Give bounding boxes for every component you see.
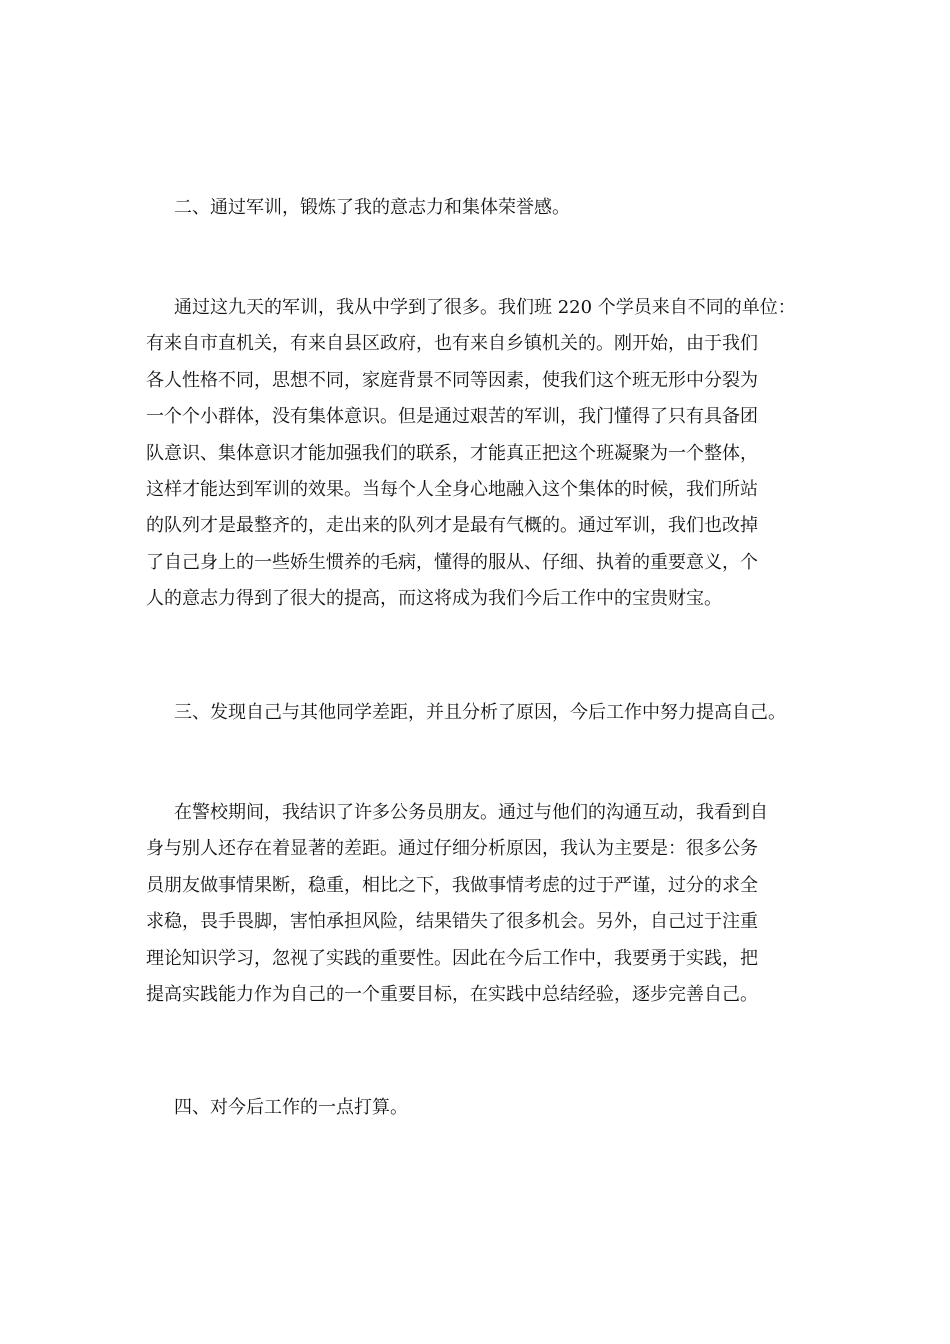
paragraph-line: 求稳，畏手畏脚，害怕承担风险，结果错失了很多机会。另外，自己过于注重	[146, 911, 758, 933]
section-heading-4: 四、对今后工作的一点打算。	[174, 1097, 408, 1118]
section-paragraph-3	[146, 795, 826, 1013]
paragraph-line: 提高实践能力作为自己的一个重要目标，在实践中总结经验，逐步完善自己。	[146, 983, 758, 1005]
paragraph-line: 通过这九天的军训，我从中学到了很多。我们班 220 个学员来自不同的单位：	[174, 297, 796, 318]
paragraph-line: 这样才能达到军训的效果。当每个人全身心地融入这个集体的时候，我们所站	[146, 478, 758, 500]
paragraph-line: 的队列才是最整齐的，走出来的队列才是最有气概的。通过军训，我们也改掉	[146, 515, 758, 537]
paragraph-line: 各人性格不同，思想不同，家庭背景不同等因素，使我们这个班无形中分裂为	[146, 369, 758, 391]
section-paragraph-2	[146, 290, 826, 618]
paragraph-line: 理论知识学习，忽视了实践的重要性。因此在今后工作中，我要勇于实践，把	[146, 947, 758, 969]
paragraph-line: 一个个小群体，没有集体意识。但是通过艰苦的军训，我门懂得了只有具备团	[146, 406, 758, 428]
paragraph-line: 队意识、集体意识才能加强我们的联系，才能真正把这个班凝聚为一个整体，	[146, 442, 758, 464]
paragraph-line: 有来自市直机关，有来自县区政府，也有来自乡镇机关的。刚开始，由于我们	[146, 333, 758, 355]
paragraph-line: 身与别人还存在着显著的差距。通过仔细分析原因，我认为主要是：很多公务	[146, 838, 758, 860]
section-heading-3: 三、发现自己与其他同学差距，并且分析了原因，今后工作中努力提高自己。	[174, 702, 786, 723]
paragraph-line: 在警校期间，我结识了许多公务员朋友。通过与他们的沟通互动，我看到自	[174, 802, 768, 823]
section-heading-2: 二、通过军训，锻炼了我的意志力和集体荣誉感。	[174, 197, 570, 218]
paragraph-line: 人的意志力得到了很大的提高，而这将成为我们今后工作中的宝贵财宝。	[146, 588, 722, 610]
paragraph-line: 了自己身上的一些娇生惯养的毛病，懂得的服从、仔细、执着的重要意义，个	[146, 551, 758, 573]
paragraph-line: 员朋友做事情果断，稳重，相比之下，我做事情考虑的过于严谨，过分的求全	[146, 874, 758, 896]
